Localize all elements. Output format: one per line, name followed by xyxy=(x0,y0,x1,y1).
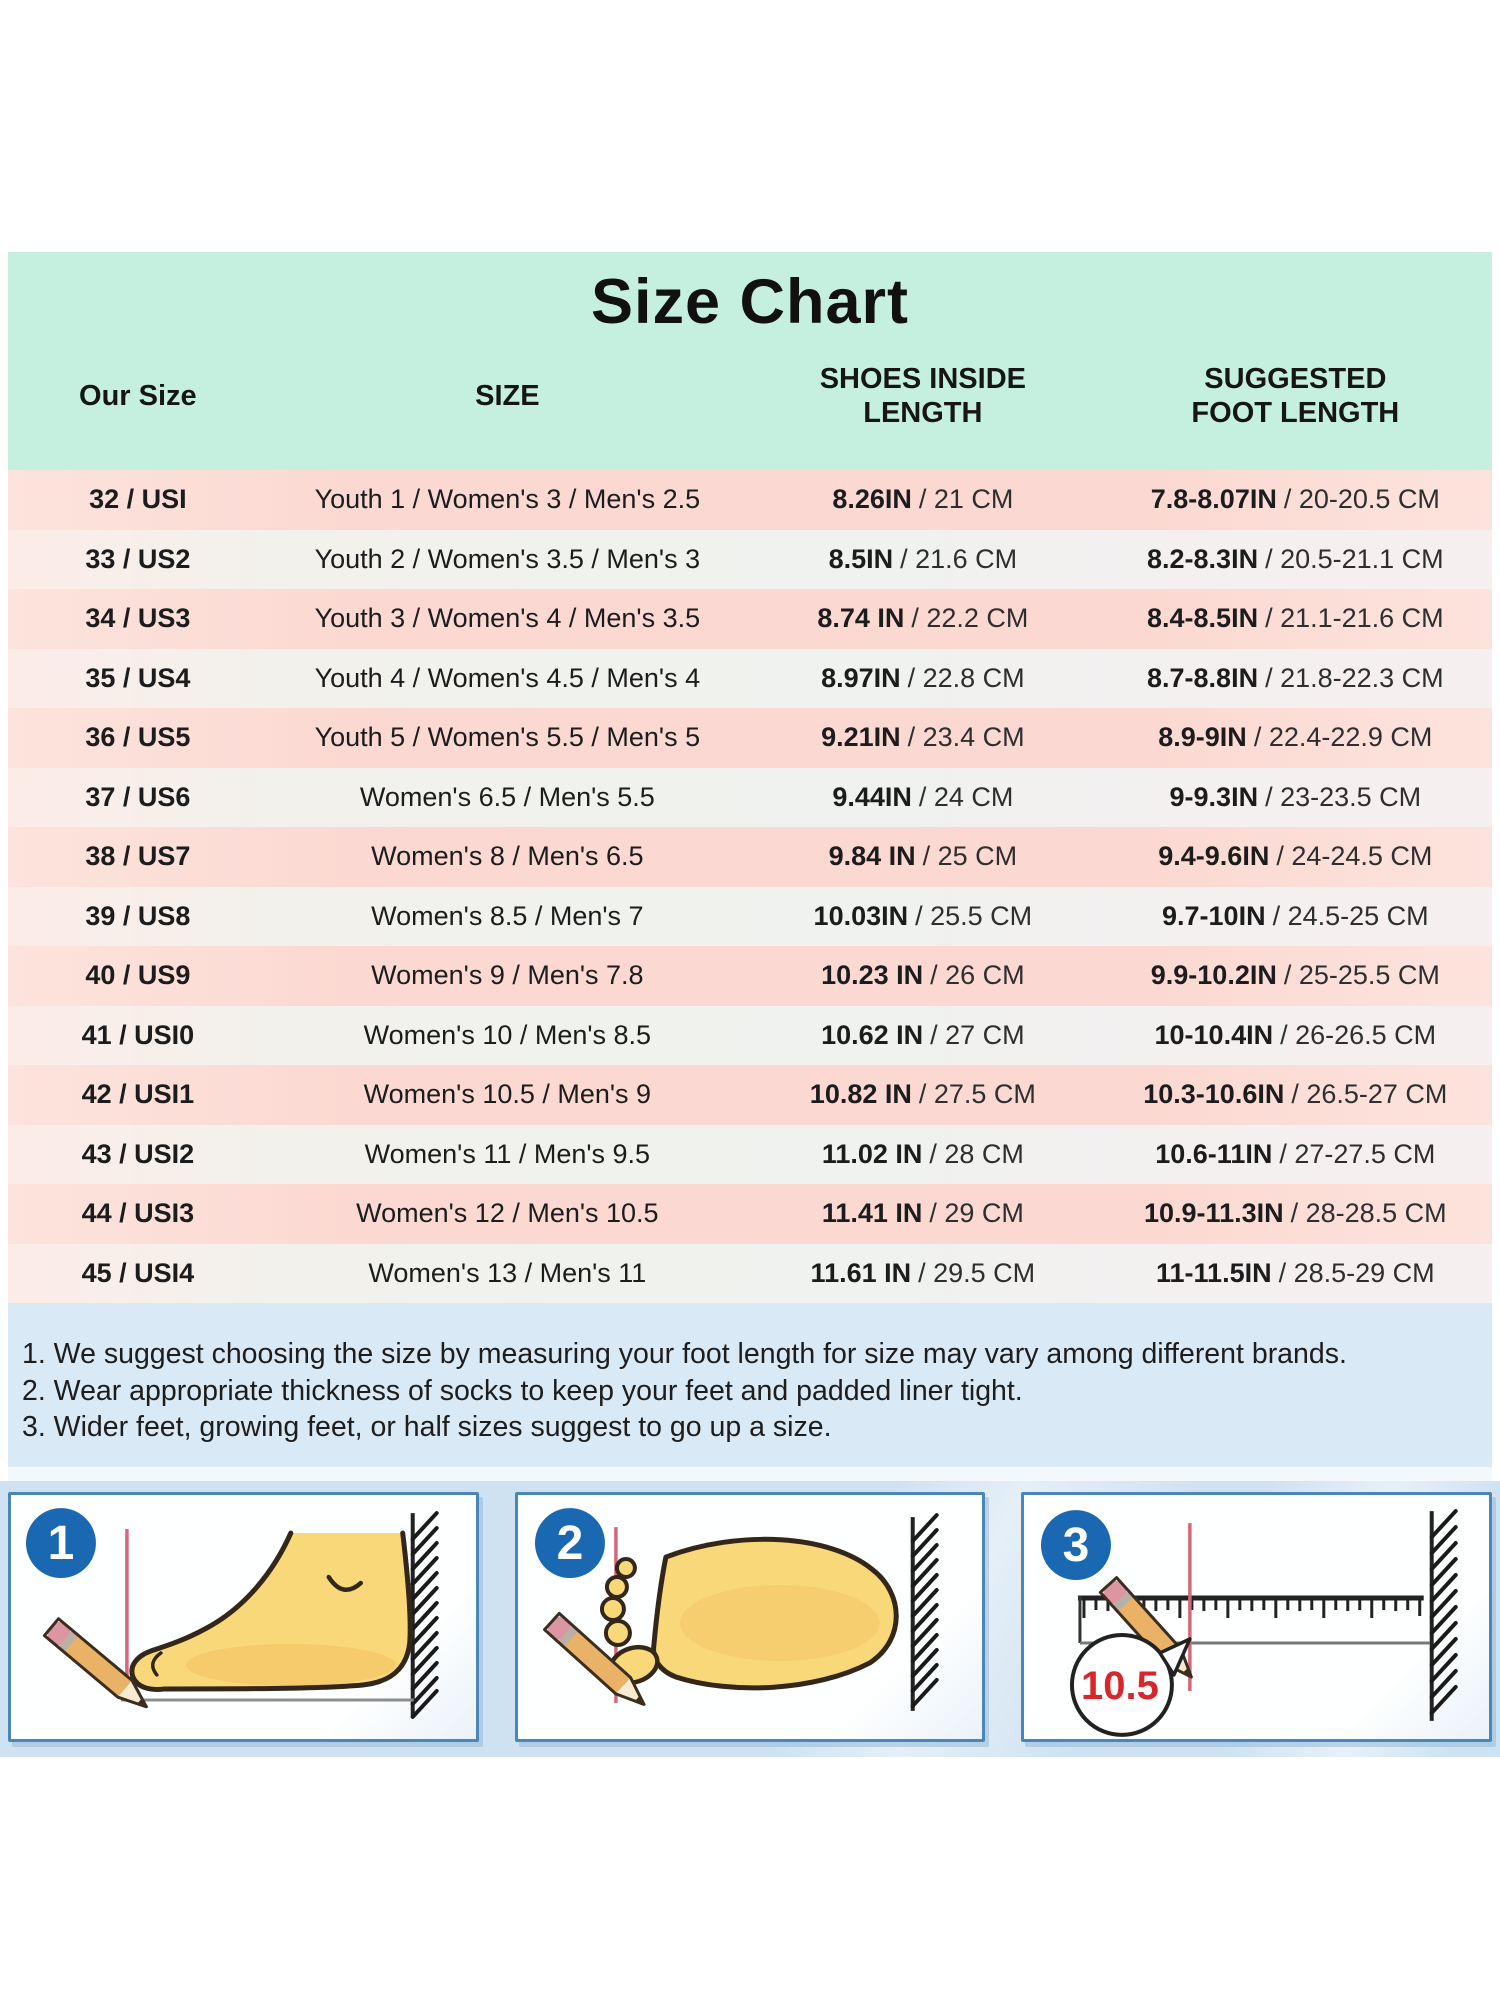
foot-shading xyxy=(186,1644,396,1686)
foot-side-illustration xyxy=(11,1495,476,1739)
foot-shading xyxy=(680,1585,880,1661)
foot-top-illustration xyxy=(518,1495,983,1739)
table-row xyxy=(8,1006,1492,1066)
table-row xyxy=(8,887,1492,947)
table-row xyxy=(8,470,1492,530)
cell-foot-length: 11-11.5IN / 28.5-29 CM xyxy=(1156,1257,1435,1288)
figure-panel-1 xyxy=(8,1492,479,1742)
cell-inside-length: 10.03IN / 25.5 CM xyxy=(813,900,1033,931)
cell-size: Women's 8.5 / Men's 7 xyxy=(371,900,644,931)
cell-inside-length: 10.62 IN / 27 CM xyxy=(821,1019,1025,1050)
cell-our-size: 35 / US4 xyxy=(85,662,191,693)
cell-our-size: 45 / USI4 xyxy=(81,1257,195,1288)
header-suggested-foot-length: SUGGESTED FOOT LENGTH xyxy=(1191,363,1400,429)
note-line: 3. Wider feet, growing feet, or half sizes suggest to go up a size. xyxy=(22,1411,832,1443)
cell-our-size: 39 / US8 xyxy=(85,900,191,931)
table-row xyxy=(8,649,1492,709)
header-shoes-inside-length: SHOES INSIDE LENGTH xyxy=(819,363,1026,429)
cell-foot-length: 8.4-8.5IN / 21.1-21.6 CM xyxy=(1147,603,1444,634)
cell-foot-length: 10-10.4IN / 26-26.5 CM xyxy=(1154,1019,1437,1050)
cell-foot-length: 10.6-11IN / 27-27.5 CM xyxy=(1155,1138,1436,1169)
wall-hatching xyxy=(1432,1511,1456,1713)
figure-panel-3 xyxy=(1021,1492,1492,1742)
cell-foot-length: 9.9-10.2IN / 25-25.5 CM xyxy=(1150,960,1440,991)
cell-inside-length: 11.02 IN / 28 CM xyxy=(821,1138,1024,1169)
cell-size: Women's 8 / Men's 6.5 xyxy=(371,841,644,872)
cell-size: Women's 13 / Men's 11 xyxy=(368,1257,647,1288)
cell-size: Women's 12 / Men's 10.5 xyxy=(356,1198,659,1229)
step-number: 2 xyxy=(556,1517,583,1571)
note-line: 2. Wear appropriate thickness of socks to keep your feet and padded liner tight. xyxy=(22,1374,1023,1407)
toe xyxy=(606,1621,630,1645)
wall-hatching xyxy=(413,1513,437,1717)
cell-our-size: 38 / US7 xyxy=(85,841,191,872)
toe xyxy=(617,1559,635,1577)
cell-inside-length: 10.23 IN / 26 CM xyxy=(821,960,1025,991)
table-row xyxy=(8,589,1492,649)
page-title: Size Chart xyxy=(590,267,910,337)
cell-inside-length: 8.74 IN / 22.2 CM xyxy=(817,603,1029,634)
table-row xyxy=(8,530,1492,590)
cell-foot-length: 10.3-10.6IN / 26.5-27 CM xyxy=(1143,1079,1448,1110)
cell-inside-length: 11.41 IN / 29 CM xyxy=(821,1198,1024,1229)
figure-panel-2 xyxy=(515,1492,986,1742)
note-line: 1. We suggest choosing the size by measuring your foot length for size may vary among different brands. xyxy=(22,1338,1347,1370)
table-row xyxy=(8,1244,1492,1304)
cell-foot-length: 10.9-11.3IN / 28-28.5 CM xyxy=(1144,1198,1447,1229)
table-row xyxy=(8,768,1492,828)
sizing-notes xyxy=(8,1303,1492,1467)
ruler-illustration xyxy=(1024,1495,1489,1739)
cell-inside-length: 11.61 IN / 29.5 CM xyxy=(810,1257,1036,1288)
cell-size: Women's 6.5 / Men's 5.5 xyxy=(359,781,655,812)
cell-our-size: 33 / US2 xyxy=(85,543,191,574)
cell-inside-length: 8.97IN / 22.8 CM xyxy=(821,662,1025,693)
header-our-size: Our Size xyxy=(79,380,197,412)
cell-our-size: 32 / USI xyxy=(89,484,187,515)
cell-size: Youth 5 / Women's 5.5 / Men's 5 xyxy=(314,722,701,753)
cell-inside-length: 8.26IN / 21 CM xyxy=(832,484,1014,515)
cell-our-size: 36 / US5 xyxy=(85,722,191,753)
cell-size: Youth 4 / Women's 4.5 / Men's 4 xyxy=(314,662,701,693)
cell-size: Youth 1 / Women's 3 / Men's 2.5 xyxy=(314,484,701,515)
cell-our-size: 42 / USI1 xyxy=(81,1079,195,1110)
step-number: 3 xyxy=(1062,1519,1090,1573)
header-size: SIZE xyxy=(475,380,540,412)
cell-foot-length: 7.8-8.07IN / 20-20.5 CM xyxy=(1150,484,1440,515)
measurement-value: 10.5 xyxy=(1081,1663,1160,1708)
cell-our-size: 37 / US6 xyxy=(85,781,191,812)
cell-size: Women's 11 / Men's 9.5 xyxy=(364,1138,651,1169)
cell-size: Youth 3 / Women's 4 / Men's 3.5 xyxy=(314,603,701,634)
toe xyxy=(607,1577,627,1597)
cell-foot-length: 8.2-8.3IN / 20.5-21.1 CM xyxy=(1147,543,1444,574)
cell-foot-length: 9.4-9.6IN / 24-24.5 CM xyxy=(1158,841,1433,872)
table-row xyxy=(8,1065,1492,1125)
table-row xyxy=(8,1125,1492,1185)
cell-our-size: 40 / US9 xyxy=(85,960,191,991)
cell-foot-length: 8.9-9IN / 22.4-22.9 CM xyxy=(1158,722,1433,753)
toe xyxy=(602,1598,624,1620)
cell-our-size: 34 / US3 xyxy=(85,603,191,634)
cell-inside-length: 9.84 IN / 25 CM xyxy=(828,841,1018,872)
cell-inside-length: 10.82 IN / 27.5 CM xyxy=(809,1079,1036,1110)
cell-foot-length: 8.7-8.8IN / 21.8-22.3 CM xyxy=(1147,662,1444,693)
cell-our-size: 43 / USI2 xyxy=(81,1138,195,1169)
cell-size: Youth 2 / Women's 3.5 / Men's 3 xyxy=(314,543,701,574)
top-margin xyxy=(0,0,1500,252)
cell-size: Women's 9 / Men's 7.8 xyxy=(371,960,644,991)
measuring-instructions xyxy=(0,1481,1500,1757)
size-chart-header xyxy=(8,252,1492,470)
divider xyxy=(8,1467,1492,1481)
cell-foot-length: 9-9.3IN / 23-23.5 CM xyxy=(1169,781,1422,812)
table-row xyxy=(8,946,1492,1006)
cell-our-size: 41 / USI0 xyxy=(81,1019,195,1050)
cell-size: Women's 10.5 / Men's 9 xyxy=(363,1079,652,1110)
cell-size: Women's 10 / Men's 8.5 xyxy=(363,1019,652,1050)
size-table xyxy=(8,470,1492,1303)
table-row xyxy=(8,827,1492,887)
cell-inside-length: 8.5IN / 21.6 CM xyxy=(828,543,1018,574)
wall-hatching xyxy=(912,1515,936,1706)
cell-our-size: 44 / USI3 xyxy=(81,1198,195,1229)
step-number: 1 xyxy=(47,1517,75,1571)
table-row xyxy=(8,1184,1492,1244)
cell-inside-length: 9.21IN / 23.4 CM xyxy=(821,722,1025,753)
cell-inside-length: 9.44IN / 24 CM xyxy=(832,781,1014,812)
cell-foot-length: 9.7-10IN / 24.5-25 CM xyxy=(1162,900,1429,931)
table-header-row xyxy=(8,338,1492,454)
table-row xyxy=(8,708,1492,768)
